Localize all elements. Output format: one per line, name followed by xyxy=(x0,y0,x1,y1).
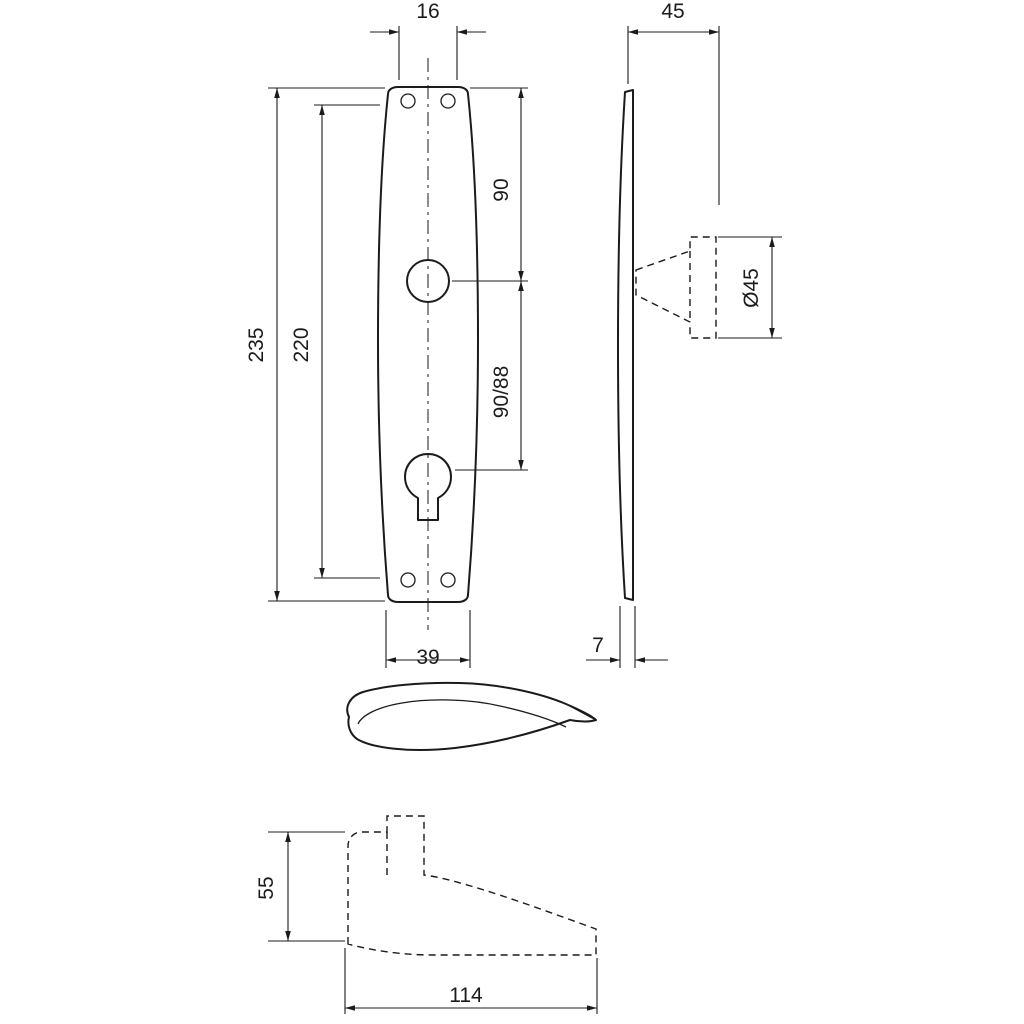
dimension-90 xyxy=(452,88,528,281)
dimension-220 xyxy=(290,105,380,578)
knob-profile xyxy=(636,237,716,338)
dimension-55-label: 55 xyxy=(255,876,278,900)
dimension-235 xyxy=(245,88,385,601)
dimension-90-88-label: 90/88 xyxy=(490,365,513,419)
screw-hole-bottom-left xyxy=(401,573,415,587)
screw-hole-top-left xyxy=(401,94,415,108)
screw-hole-bottom-right xyxy=(441,573,455,587)
dimension-220-label: 220 xyxy=(290,327,313,363)
dimension-7 xyxy=(586,606,668,668)
dimension-dia45-label: Ø45 xyxy=(740,268,763,308)
plate-side-profile xyxy=(618,90,633,600)
dimension-90-label: 90 xyxy=(490,178,513,202)
lever-side-view xyxy=(255,816,597,1014)
dimension-90-88 xyxy=(452,281,528,470)
dimension-dia45 xyxy=(718,237,782,338)
dimension-114-label: 114 xyxy=(449,984,483,1007)
screw-hole-top-right xyxy=(441,94,455,108)
dimension-45-label: 45 xyxy=(661,0,685,23)
dimension-235-label: 235 xyxy=(245,327,268,363)
dimension-45 xyxy=(628,0,719,205)
dimension-39-label: 39 xyxy=(416,646,440,669)
dimension-114 xyxy=(345,948,597,1014)
lever-top-outline xyxy=(347,683,596,750)
side-plate-view xyxy=(586,0,782,668)
lever-top-tip-line xyxy=(566,704,596,720)
dimension-16-label: 16 xyxy=(416,0,440,23)
dimension-55 xyxy=(255,832,345,941)
lever-top-crease xyxy=(358,700,566,727)
dimension-7-label: 7 xyxy=(592,634,604,657)
lever-side-outline xyxy=(348,816,596,955)
lever-top-view xyxy=(347,683,596,750)
front-plate-view xyxy=(245,0,528,669)
